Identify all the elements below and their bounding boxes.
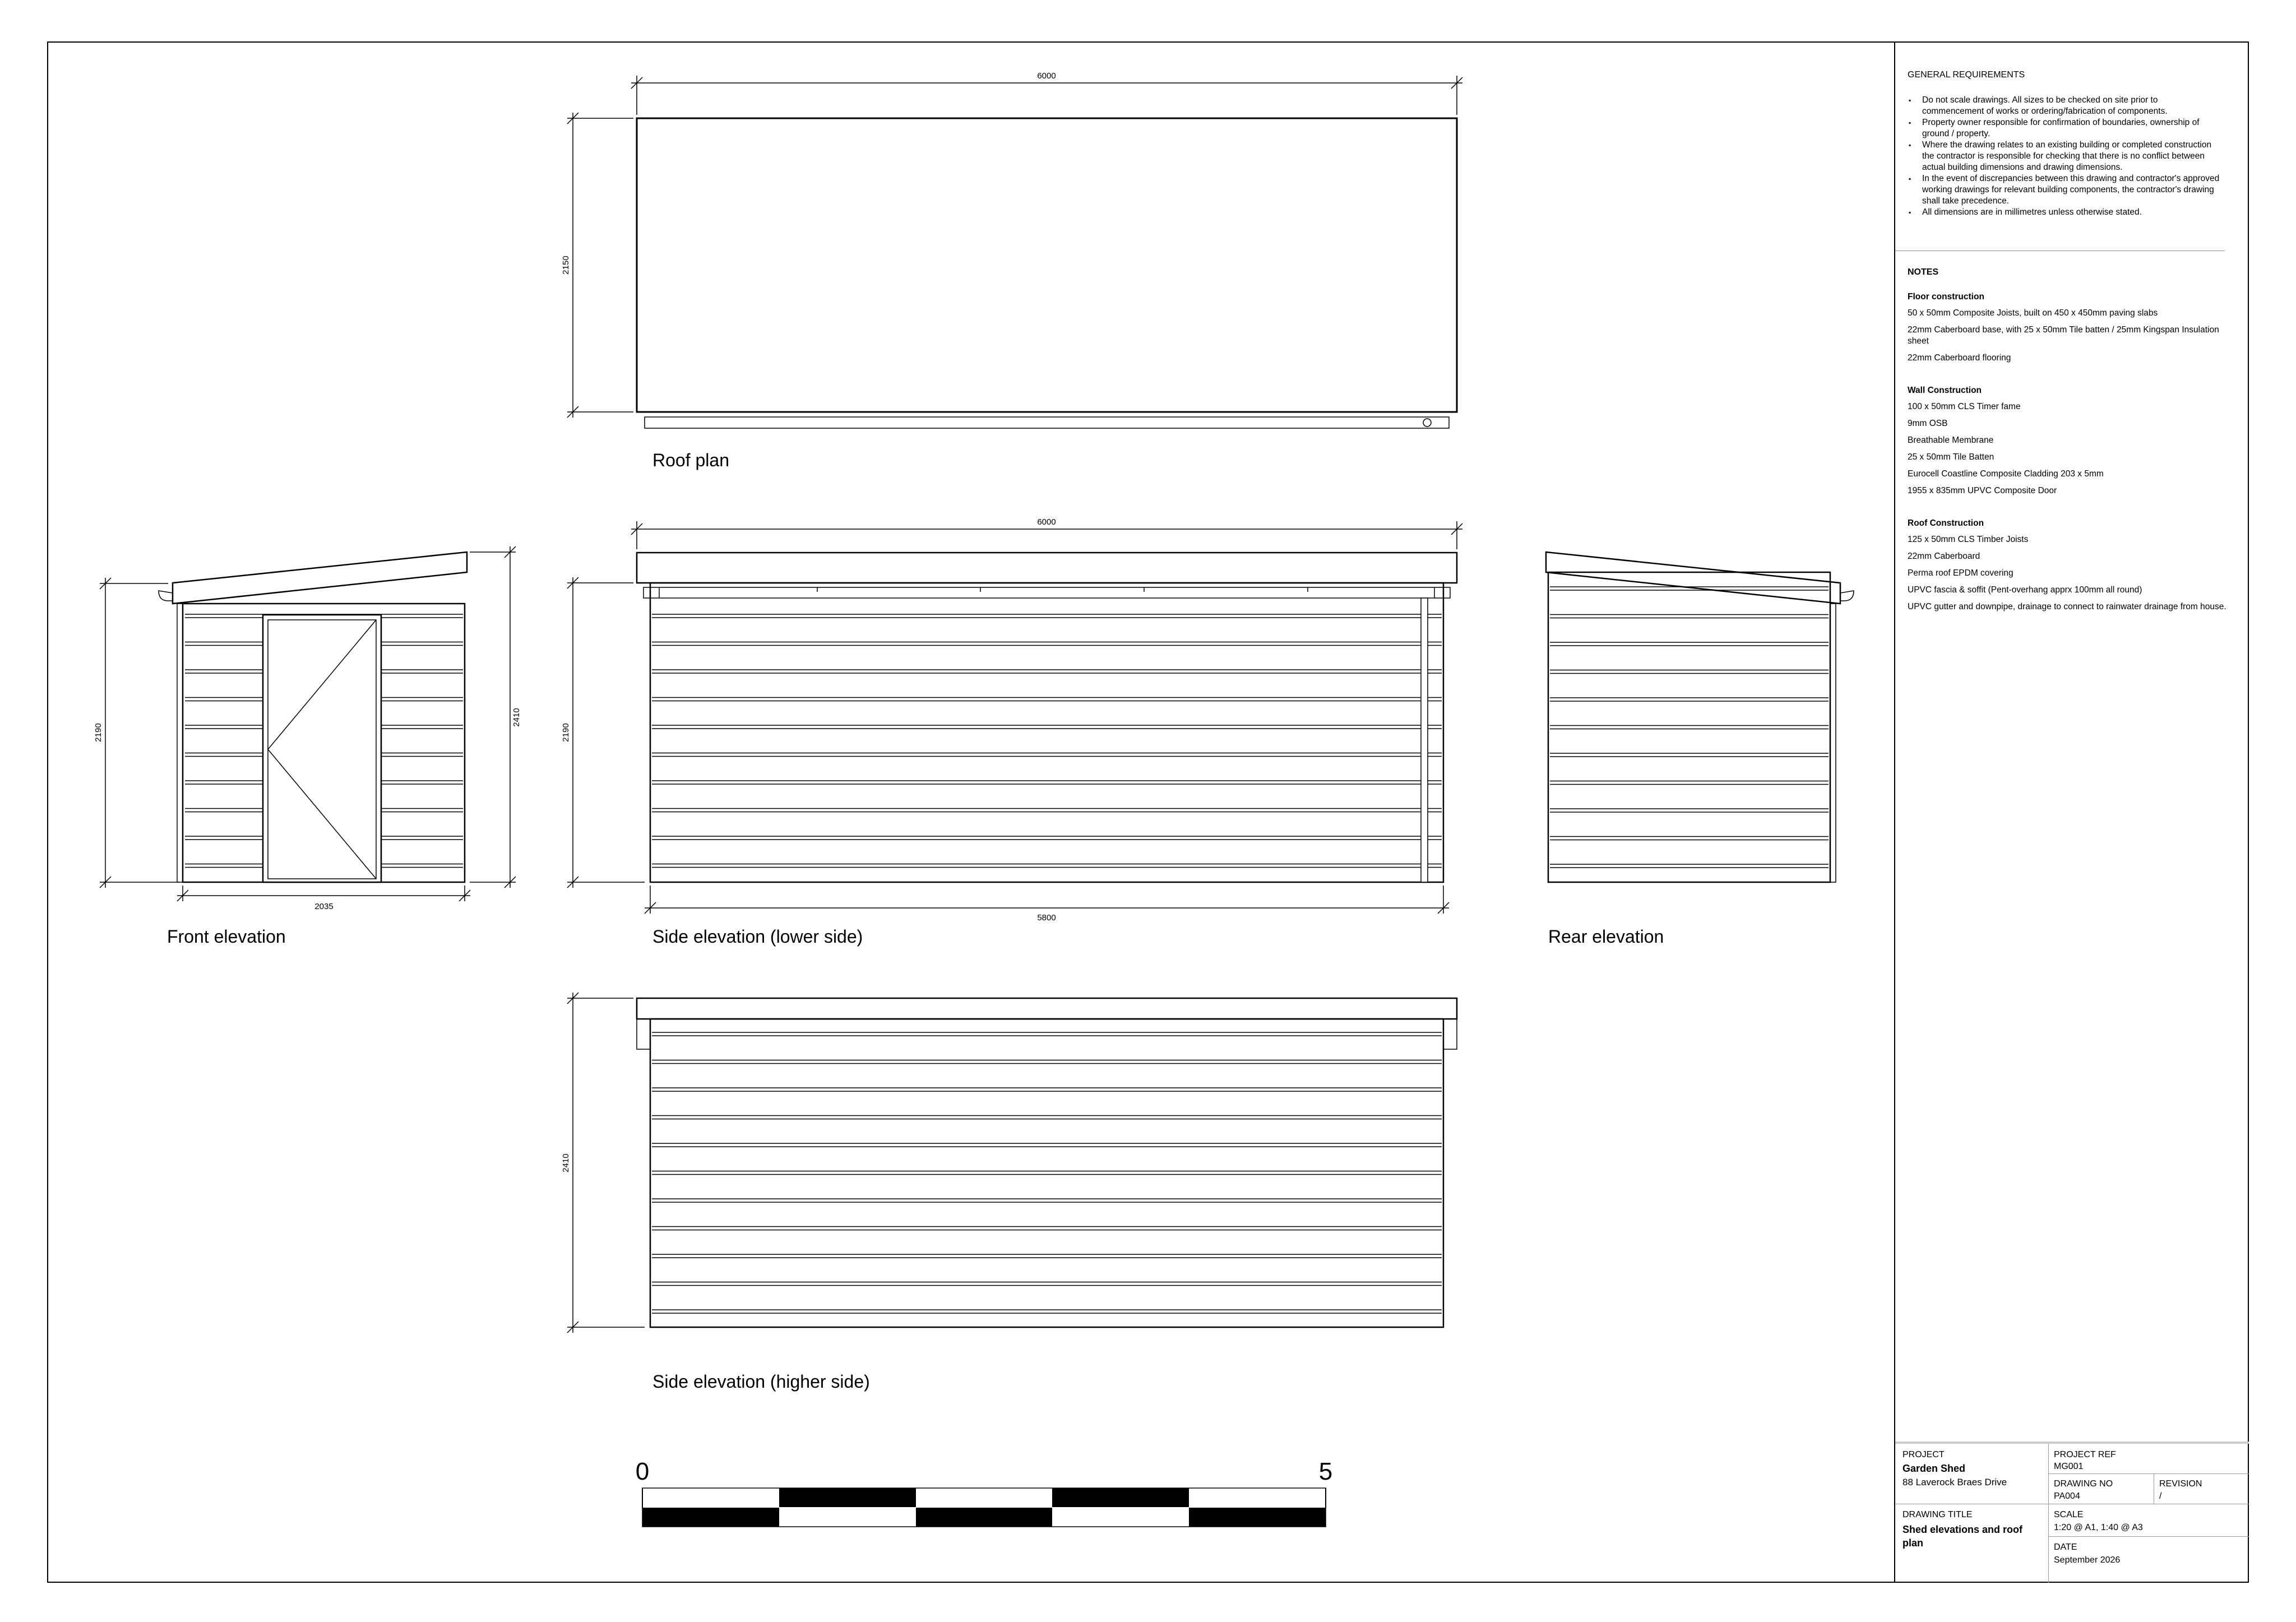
side-lower-gutter-brackets: [659, 587, 1434, 598]
side-lower-elevation-view: [561, 517, 1462, 947]
scale-bar-segment-5: [1189, 1508, 1326, 1527]
drawing-title-label: DRAWING TITLE: [1902, 1510, 1973, 1519]
front-roof-fascia: [173, 552, 467, 604]
side-higher-wall-outline: [650, 1019, 1443, 1327]
revision-label: REVISION: [2159, 1479, 2202, 1489]
project-address: 88 Laverock Braes Drive: [1902, 1477, 2007, 1487]
side-higher-cladding: [652, 1032, 1442, 1313]
front-gutter: [159, 591, 173, 601]
floor-construction-title: Floor construction: [1908, 292, 1984, 302]
scale-bar: [636, 1458, 1332, 1527]
rear-gutter: [1840, 591, 1854, 601]
general-requirements-title: GENERAL REQUIREMENTS: [1908, 70, 2025, 80]
list-item: 22mm Caberboard flooring: [1908, 353, 2011, 363]
list-item: 9mm OSB: [1908, 419, 1948, 428]
roof-construction-title: Roof Construction: [1908, 518, 1984, 528]
general-requirements-list: [1908, 95, 2221, 218]
roof-plan-width-label: 6000: [1037, 71, 1056, 81]
list-item: 100 x 50mm CLS Timer fame: [1908, 402, 2021, 411]
side-lower-wall-outline: [650, 583, 1443, 882]
front-door: [263, 615, 381, 882]
side-lower-gutter: [644, 587, 1450, 598]
project-ref-label: PROJECT REF: [2054, 1450, 2116, 1459]
side-lower-downpipe: [1421, 598, 1428, 882]
scale-bar-segment-4: [1052, 1488, 1189, 1507]
front-elevation-view: [94, 546, 521, 947]
roof-plan-depth-dimension: [567, 113, 633, 418]
general-requirements: [1908, 69, 2221, 218]
front-height-left-label: 2190: [94, 723, 103, 742]
scale-bar-start-label: 0: [635, 1458, 650, 1485]
list-item: ▪ Property owner responsible for confirmation of boundaries, ownership of ground / property.: [1922, 117, 2221, 140]
project-ref: MG001: [2054, 1462, 2084, 1471]
scale-bar-segment-3: [916, 1508, 1052, 1527]
list-item: 1955 x 835mm UPVC Composite Door: [1908, 486, 2057, 495]
side-lower-height-label: 2190: [561, 723, 571, 742]
front-height-dimension-left: [100, 578, 179, 888]
scale-bar-end-label: 5: [1318, 1458, 1333, 1485]
front-elevation-caption: Front elevation: [167, 926, 286, 947]
roof-plan-depth-label: 2150: [561, 256, 571, 275]
drawing-no-label: DRAWING NO: [2054, 1479, 2113, 1489]
front-width-dimension: [177, 886, 470, 901]
side-lower-caption: Side elevation (lower side): [652, 926, 863, 947]
notes-section: [1908, 267, 2227, 618]
front-downpipe: [177, 604, 183, 882]
project-label: PROJECT: [1902, 1450, 1945, 1459]
roof-plan-width-dimension: [631, 76, 1462, 115]
list-item: Perma roof EPDM covering: [1908, 568, 2013, 578]
list-item: UPVC fascia & soffit (Pent-overhang apprx 100mm all round): [1908, 585, 2142, 595]
roof-plan-gutter: [645, 417, 1449, 428]
list-item: UPVC gutter and downpipe, drainage to connect to rainwater drainage from house.: [1908, 602, 2226, 611]
side-lower-length-label: 5800: [1037, 913, 1056, 923]
rear-wall-outline: [1548, 572, 1830, 882]
side-lower-cladding: [652, 614, 1442, 868]
notes-title: NOTES: [1908, 267, 1939, 277]
roof-plan-outline: [637, 118, 1457, 412]
wall-construction-title: Wall Construction: [1908, 386, 1982, 395]
rear-elevation-caption: Rear elevation: [1548, 926, 1664, 947]
scale-bar-segment-1: [642, 1508, 779, 1527]
side-higher-fascia-return-left: [637, 1019, 650, 1049]
rear-downpipe: [1830, 604, 1836, 882]
list-item: ▪ Where the drawing relates to an existing building or completed construction the contractor is responsible for checking that there is no conflict between actual building dimensions and drawing dimensions.: [1922, 140, 2221, 173]
date: September 2026: [2054, 1555, 2121, 1565]
list-item: ▪ In the event of discrepancies between this drawing and contractor's approved working drawings for relevant building components, the contractor's drawing shall take precedence.: [1922, 173, 2221, 207]
date-label: DATE: [2054, 1542, 2077, 1552]
side-higher-elevation-view: [561, 993, 1457, 1392]
side-lower-width-label: 6000: [1037, 517, 1056, 527]
drawing-no: PA004: [2054, 1491, 2080, 1501]
notes-panel: [1894, 41, 2249, 1583]
side-higher-fascia-return-right: [1443, 1019, 1457, 1049]
side-lower-height-dimension: [567, 577, 645, 888]
scale-bar-segment-2: [779, 1488, 916, 1507]
roof-plan-downpipe: [1423, 419, 1431, 427]
project-name: Garden Shed: [1902, 1463, 1966, 1474]
roof-plan-view: [561, 71, 1462, 470]
list-item: Eurocell Coastline Composite Cladding 203 x 5mm: [1908, 469, 2104, 479]
list-item: 22mm Caberboard base, with 25 x 50mm Tile batten / 25mm Kingspan Insulation sheet: [1908, 325, 2219, 346]
side-lower-roof-fascia: [637, 553, 1457, 583]
rear-roof-fascia: [1546, 552, 1840, 604]
front-width-label: 2035: [314, 902, 334, 911]
side-higher-height-label: 2410: [561, 1153, 571, 1173]
side-higher-caption: Side elevation (higher side): [652, 1371, 870, 1392]
list-item: ▪ Do not scale drawings. All sizes to be checked on site prior to commencement of works or ordering/fabrication of components.: [1922, 95, 2221, 117]
rear-elevation-view: [1546, 552, 1854, 947]
list-item: 22mm Caberboard: [1908, 552, 1980, 561]
scale-label: SCALE: [2054, 1510, 2084, 1519]
list-item: 25 x 50mm Tile Batten: [1908, 452, 1994, 462]
title-block: [1895, 1442, 2249, 1584]
side-higher-height-dimension: [567, 993, 645, 1333]
list-item: ▪ All dimensions are in millimetres unless otherwise stated.: [1922, 207, 2221, 218]
rear-cladding: [1550, 587, 1829, 868]
front-height-right-label: 2410: [512, 708, 521, 727]
side-lower-length-dimension: [645, 886, 1449, 914]
list-item: 50 x 50mm Composite Joists, built on 450 x 450mm paving slabs: [1908, 308, 2158, 318]
side-higher-roof-fascia: [637, 998, 1457, 1019]
scale: 1:20 @ A1, 1:40 @ A3: [2054, 1523, 2143, 1532]
front-height-dimension-right: [470, 546, 516, 888]
list-item: Breathable Membrane: [1908, 435, 1994, 445]
roof-plan-caption: Roof plan: [652, 450, 729, 470]
list-item: 125 x 50mm CLS Timber Joists: [1908, 535, 2029, 544]
revision: /: [2159, 1491, 2162, 1501]
drawing-title: Shed elevations and roof plan: [1902, 1524, 2023, 1549]
